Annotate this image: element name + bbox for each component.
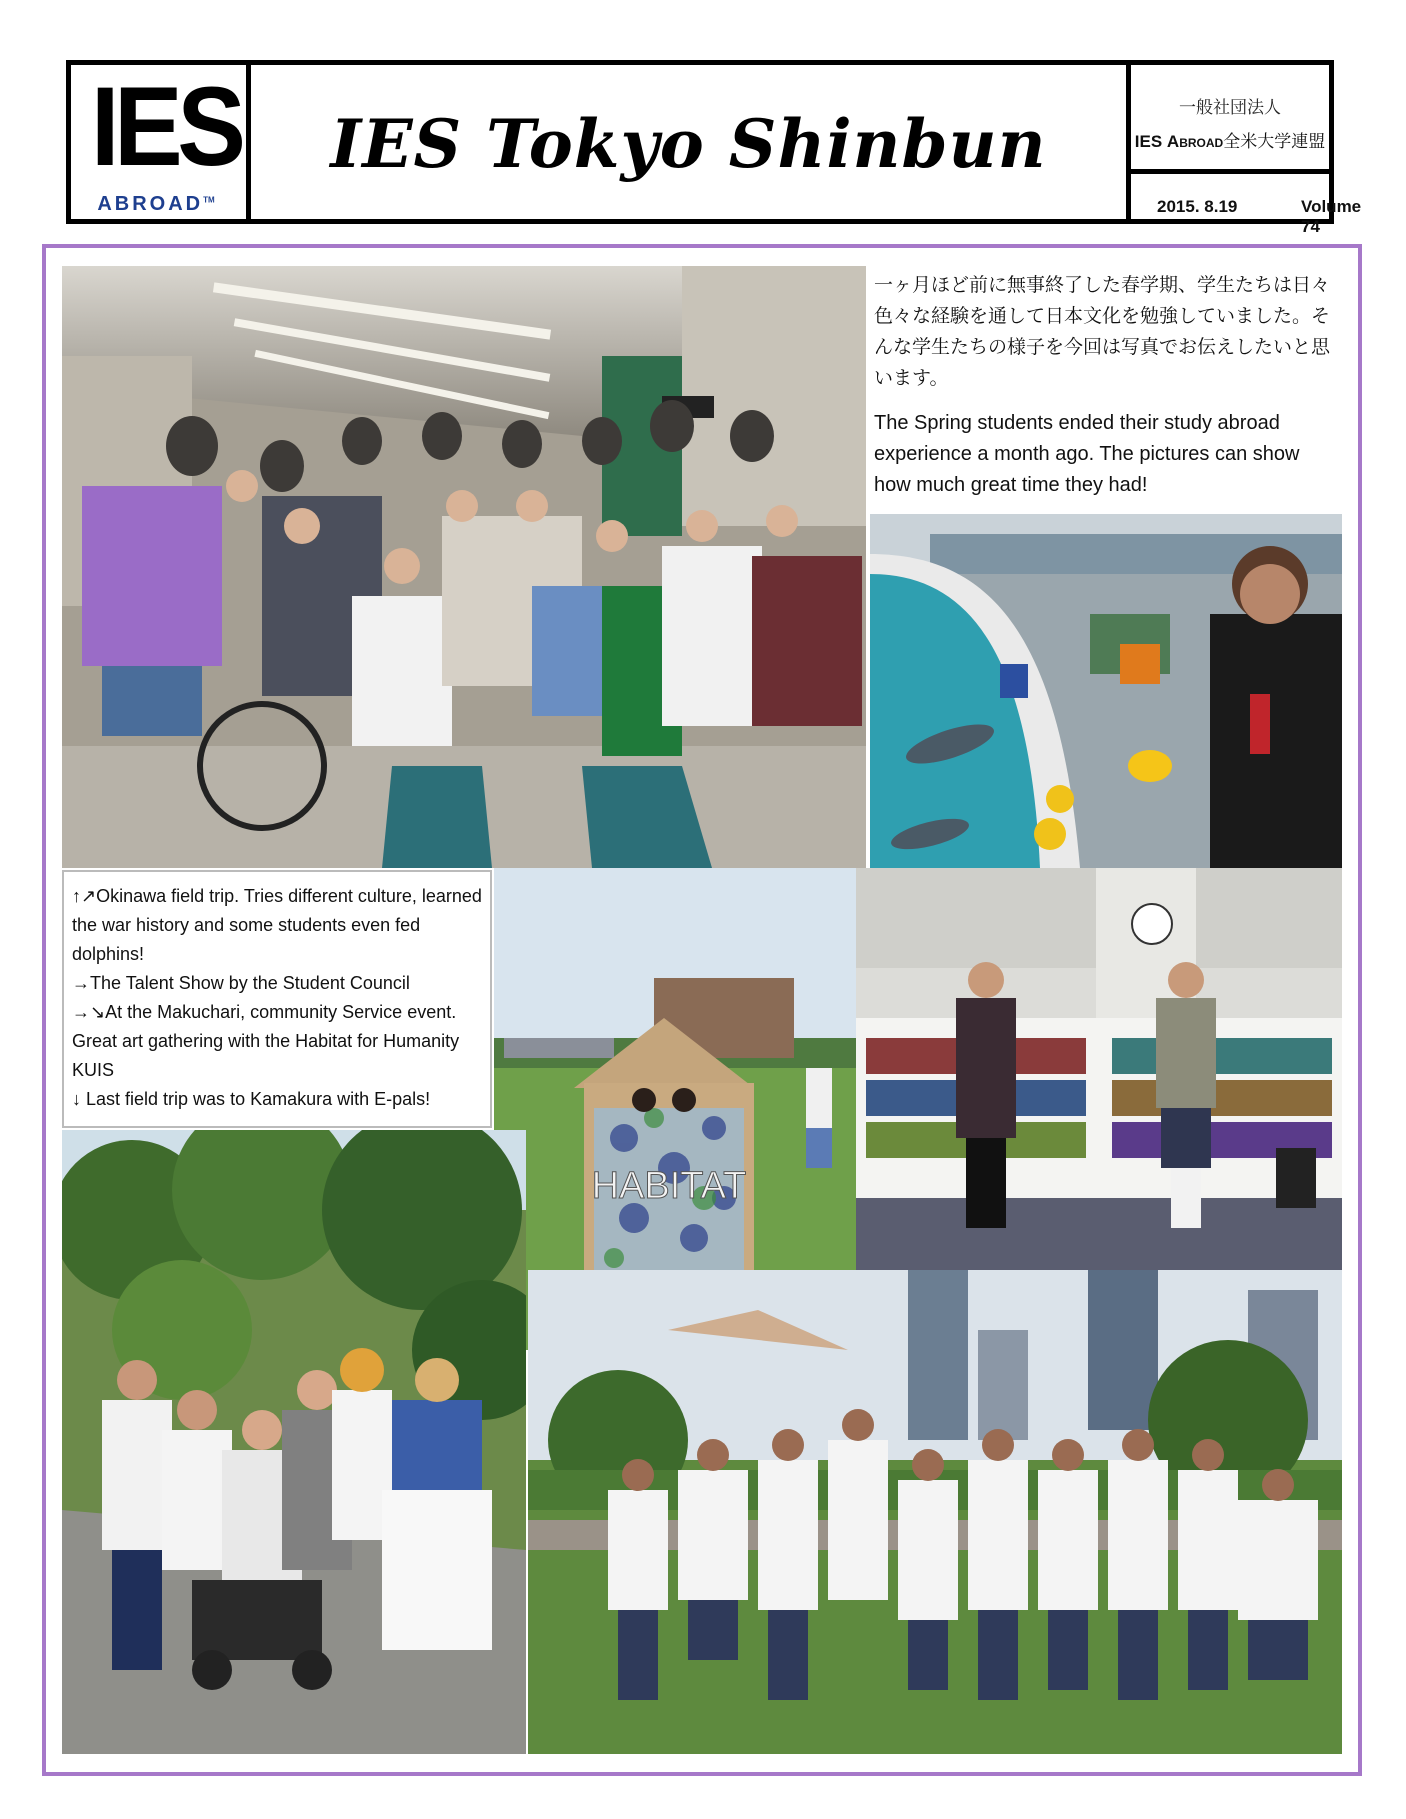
intro-japanese: 一ヶ月ほど前に無事終了した春学期、学生たちは日々色々な経験を通して日本文化を勉強していました。そんな学生たちの様子を今回は写真でお伝えしたいと思います。 bbox=[874, 274, 1331, 389]
caption-makuhari: →↘At the Makuchari, community Service event. Great art gathering with the Habitat for Humanity KUIS bbox=[72, 1002, 460, 1080]
caption-kamakura: ↓ Last field trip was to Kamakura with E-pals! bbox=[72, 1089, 431, 1109]
habitat-box-text: HABITAT bbox=[591, 1165, 747, 1207]
issue-volume: Volume 74 bbox=[1301, 197, 1362, 236]
talent-show-photo bbox=[856, 868, 1342, 1270]
intro-text bbox=[874, 270, 1340, 501]
org-name bbox=[1131, 127, 1329, 152]
logo-sub-text bbox=[81, 193, 231, 216]
info-divider bbox=[1131, 169, 1329, 174]
masthead bbox=[66, 60, 1362, 236]
logo-main-text: IES bbox=[90, 64, 241, 189]
kamakura-group-photo bbox=[62, 1130, 526, 1754]
caption-okinawa: ↑↗Okinawa field trip. Tries different culture, learned the war history and some students even fed dolphins! bbox=[72, 886, 482, 964]
ies-abroad-logo bbox=[71, 65, 251, 219]
photo-caption bbox=[62, 870, 492, 1128]
issue-date: 2015. 8.19 bbox=[1157, 197, 1238, 216]
dolphin-feeding-photo bbox=[870, 514, 1342, 868]
logo-abroad-word: ABROAD bbox=[97, 193, 204, 215]
title-box bbox=[251, 65, 1131, 219]
info-box bbox=[1131, 65, 1362, 236]
org-type: 一般社団法人 bbox=[1179, 98, 1281, 118]
newspaper-title: IES Tokyo Shinbun bbox=[330, 105, 1047, 183]
org-name-ja: 全米大学連盟 bbox=[1223, 132, 1326, 151]
org-name-abroad: Abroad bbox=[1166, 132, 1224, 151]
caption-talent-show: →The Talent Show by the Student Council bbox=[72, 973, 410, 993]
intro-english: The Spring students ended their study abroad experience a month ago. The pictures can show how much great time they had! bbox=[874, 412, 1300, 496]
makuhari-group-photo bbox=[528, 1270, 1342, 1754]
logo-tm: TM bbox=[203, 195, 215, 205]
airport-group-photo bbox=[62, 266, 866, 868]
org-name-ies: IES bbox=[1134, 132, 1163, 151]
